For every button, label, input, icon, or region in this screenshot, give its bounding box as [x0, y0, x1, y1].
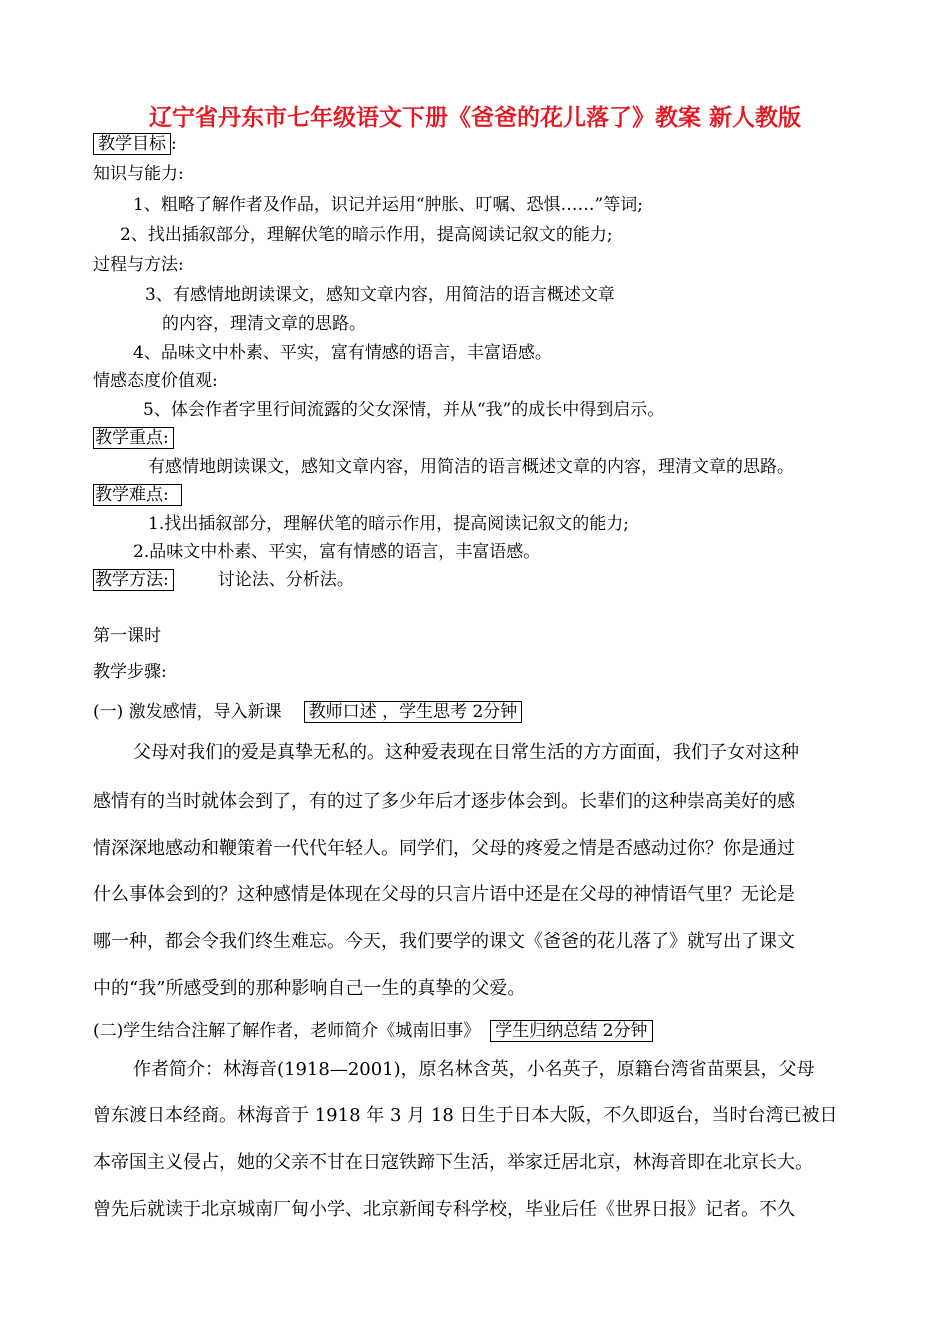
step-1-para-line: 哪一种，都会令我们终生难忘。今天，我们要学的课文《爸爸的花儿落了》就写出了课文 [93, 931, 795, 952]
objective-item-1: 1、粗略了解作者及作品，识记并运用“肿胀、叮嘱、恐惧……”等词; [133, 195, 643, 215]
difficulty-item-2: 2.品味文中朴素、平实，富有情感的语言，丰富语感。 [133, 542, 541, 562]
objectives-heading-colon: : [171, 134, 177, 154]
process-label: 过程与方法: [93, 255, 184, 275]
methods-line [93, 569, 354, 591]
objectives-heading: 教学目标 [93, 133, 171, 155]
knowledge-label: 知识与能力: [93, 164, 184, 184]
document-title: 辽宁省丹东市七年级语文下册《爸爸的花儿落了》教案 新人教版 [148, 105, 801, 131]
key-points-text: 有感情地朗读课文，感知文章内容，用简洁的语言概述文章的内容，理清文章的思路。 [148, 457, 794, 477]
step-2-line [93, 1020, 653, 1042]
step-1-line [93, 701, 522, 723]
objective-item-4: 4、品味文中朴素、平实，富有情感的语言，丰富语感。 [133, 343, 552, 363]
step-1-para-line: 感情有的当时就体会到了，有的过了多少年后才逐步体会到。长辈们的这种崇高美好的感 [93, 791, 795, 812]
step-1-note: 教师口述 ，学生思考 2分钟 [304, 701, 523, 723]
objective-item-5: 5、体会作者字里行间流露的父女深情，并从“我”的成长中得到启示。 [143, 400, 665, 420]
key-points-heading-line [93, 427, 174, 449]
difficulty-item-1: 1.找出插叙部分，理解伏笔的暗示作用，提高阅读记叙文的能力; [148, 514, 629, 534]
step-1-para-line: 情深深地感动和鞭策着一代代年轻人。同学们，父母的疼爱之情是否感动过你？你是通过 [93, 838, 795, 859]
objective-item-2: 2、找出插叙部分，理解伏笔的暗示作用，提高阅读记叙文的能力; [120, 225, 613, 245]
emotion-label: 情感态度价值观: [93, 371, 218, 391]
objectives-heading-line [93, 133, 177, 155]
difficulties-heading-line [93, 484, 182, 506]
step-2-para-line: 曾东渡日本经商。林海音于 1918 年 3 月 18 日生于日本大阪，不久即返台，当时台湾已被日 [93, 1105, 838, 1126]
step-2-para-line: 本帝国主义侵占，她的父亲不甘在日寇铁蹄下生活，举家迁居北京，林海音即在北京长大。 [93, 1152, 813, 1173]
lesson-title: 第一课时 [93, 626, 161, 646]
step-2-note: 学生归纳总结 2分钟 [490, 1020, 652, 1042]
step-1-label: (一) 激发感情，导入新课 [93, 702, 282, 722]
step-1-para-line: 什么事体会到的？这种感情是体现在父母的只言片语中还是在父母的神情语气里？无论是 [93, 884, 795, 905]
objective-item-3-line-2: 的内容，理清文章的思路。 [162, 314, 366, 334]
step-1-para-line: 父母对我们的爱是真挚无私的。这种爱表现在日常生活的方方面面，我们子女对这种 [133, 742, 799, 763]
difficulties-heading: 教学难点: [93, 484, 182, 506]
step-2-para-line: 曾先后就读于北京城南厂甸小学、北京新闻专科学校，毕业后任《世界日报》记者。不久 [93, 1199, 795, 1220]
methods-text: 讨论法、分析法。 [217, 570, 354, 590]
steps-label: 教学步骤: [93, 662, 167, 682]
step-2-para-line: 作者简介：林海音(1918—2001)，原名林含英，小名英子，原籍台湾省苗栗县，父母 [133, 1059, 815, 1080]
step-2-label: (二)学生结合注解了解作者，老师简介《城南旧事》 [93, 1021, 481, 1041]
methods-heading: 教学方法: [93, 569, 174, 591]
key-points-heading: 教学重点: [93, 427, 174, 449]
objective-item-3-line-1: 3、有感情地朗读课文，感知文章内容，用简洁的语言概述文章 [145, 285, 615, 305]
step-1-para-line: 中的“我”所感受到的那种影响自己一生的真挚的父爱。 [93, 978, 526, 999]
